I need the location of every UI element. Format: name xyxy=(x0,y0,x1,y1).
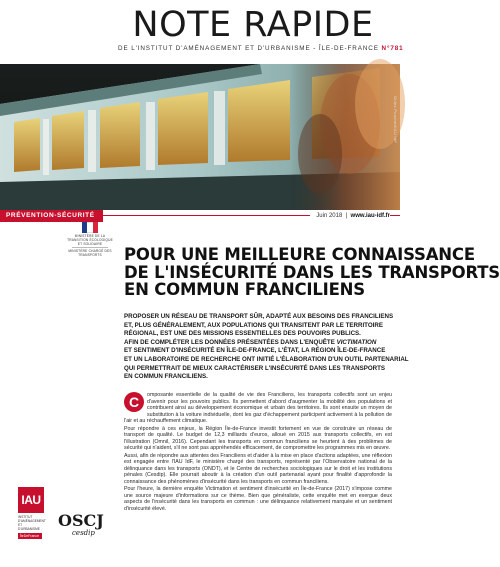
photo-credit: Gilles Pouchet/IAU îdF xyxy=(393,96,398,144)
publication-subtitle: DE L'INSTITUT D'AMÉNAGEMENT ET D'URBANISME - ÎLE-DE-FRANCE N°781 xyxy=(118,45,404,52)
date-site: Juin 2018 | www.iau-idf.fr xyxy=(310,210,390,222)
issue-number: N°781 xyxy=(381,45,404,52)
lead-line: RÉGIONAL, EST UNE DES MISSIONS ESSENTIELLES DES POUVOIRS PUBLICS. xyxy=(124,330,361,338)
article-body xyxy=(124,392,392,513)
government-logo xyxy=(66,222,114,258)
body-paragraph: Aussi, afin de répondre aux attentes des Franciliens et d'aider à la mise en place d'actions adaptées, une réflexion est engagée entre l'IAU îdF, le ministère chargé des transports, représenté par l'Observatoire national de la délinquance dans les transports (ONDT), et le Centre de recherches sociologiques sur le droit et les institutions pénales (Cesdip). Elle pourrait aboutir à la création d'un outil partenarial ayant pour finalité d'approfondir la connaissance des phénomènes d'insécurité dans les transports en commun franciliens. xyxy=(124,452,392,485)
masthead xyxy=(0,0,404,64)
lead-line: PROPOSER UN RÉSEAU DE TRANSPORT SÛR, ADAPTÉ AUX BESOINS DES FRANCILIENS xyxy=(124,313,394,320)
lead-line: ET, PLUS GÉNÉRALEMENT, AUX POPULATIONS QUI TRANSITENT PAR LE TERRITOIRE xyxy=(124,321,383,329)
website-link[interactable]: www.iau-idf.fr xyxy=(350,213,390,219)
lead-line: ET UN LABORATOIRE DE RECHERCHE ONT INITIÉ L'ÉLABORATION D'UN OUTIL PARTENARIAL xyxy=(124,355,409,363)
dropcap: C xyxy=(124,392,144,412)
oscj-logo xyxy=(58,512,114,537)
cesdip-wordmark: cesdip xyxy=(72,529,95,537)
region-badge: ÎleDeFrance xyxy=(18,533,42,539)
article-title xyxy=(124,245,500,299)
iau-logo xyxy=(18,487,44,539)
french-flag-icon xyxy=(82,222,98,233)
lead-line: ET SENTIMENT D'INSÉCURITÉ EN ÎLE-DE-FRANCE, L'ÉTAT, LA RÉGION ÎLE-DE-FRANCE xyxy=(124,347,386,355)
article-lead xyxy=(124,313,409,382)
body-paragraph: omposante essentielle de la qualité de vie des Franciliens, les transports collectifs sont un enjeu d'avenir pour les pouvoirs publics. Ils permettent d'abord d'augmenter la mobilité des populations et contribuent ainsi au développement économique et urbain des territoires. Ils sont ensuite un moyen de substitution à la voiture individuelle, dont les gaz d'échappement participent activement à la pollution de l'air et au réchauffement climatique. xyxy=(124,392,392,425)
publication-title: NOTE RAPIDE xyxy=(132,5,374,45)
lead-line: EN COMMUN FRANCILIENS. xyxy=(124,373,208,381)
section-tag: PRÉVENTION-SÉCURITÉ xyxy=(0,210,103,222)
lead-line: AFIN DE COMPLÉTER LES DONNÉES PRÉSENTÉES DANS L'ENQUÊTE VICTIMATION xyxy=(124,338,377,346)
metro-train-photo xyxy=(0,64,400,210)
title-line: DE L'INSÉCURITÉ DANS LES TRANSPORTS xyxy=(124,262,500,282)
body-paragraph: Pour l'heure, la dernière enquête Victimation et sentiment d'insécurité en Île-de-France (2017) s'impose comme une source majeure d'informations sur ce thème. Bien que généraliste, cette enquête met en exergue deux aspects de l'insécurité dans les transports en commun : une délinquance relativement marquée et un sentiment d'insécurité élevé. xyxy=(124,486,392,512)
issue-date: Juin 2018 xyxy=(316,213,343,219)
government-transport-text: MINISTÈRE CHARGÉ DES TRANSPORTS xyxy=(68,249,112,258)
lead-line: QUI PERMETTRAIT DE MIEUX CARACTÉRISER L'INSÉCURITÉ DANS LES TRANSPORTS xyxy=(124,364,386,372)
body-paragraph: Pour répondre à ces enjeux, la Région Île-de-France investit fortement en vue de construire un réseau de transport de qualité. Le budget de 12,3 milliards d'euros, alloué en 2015 aux transports collectifs, en est l'illustration (Omnil, 2016). Cependant les transports en commun franciliens se heurtent à des problèmes de sécurité qui n'aident, s'il ne sont pas appréhendés efficacement, de compromettre les programmes mis en œuvre. xyxy=(124,425,392,452)
title-line: EN COMMUN FRANCILIENS xyxy=(124,280,365,299)
oscj-wordmark: OSCJ xyxy=(58,511,104,530)
government-ministry-text: MINISTÈRE DE LA TRANSITION ÉCOLOGIQUE ET SOLIDAIRE xyxy=(67,234,113,246)
title-line: POUR UNE MEILLEURE CONNAISSANCE xyxy=(124,245,475,264)
iau-mark: IAU xyxy=(18,487,44,513)
iau-logo-text: INSTITUT D'AMÉNAGEMENT ET D'URBANISME xyxy=(18,515,46,531)
lead-italic: VICTIMATION xyxy=(336,338,377,346)
